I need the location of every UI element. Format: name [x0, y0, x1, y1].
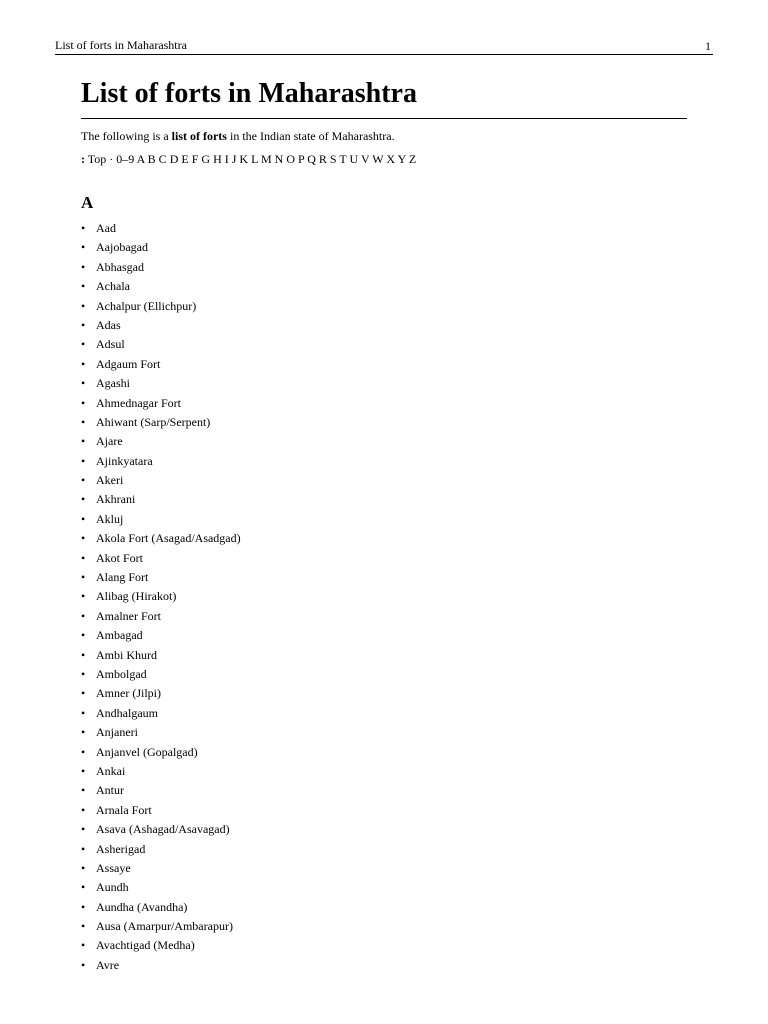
intro-text-before: The following is a — [81, 129, 172, 143]
nav-link-h[interactable]: H — [213, 152, 222, 166]
nav-link-c[interactable]: C — [158, 152, 167, 166]
nav-link-y[interactable]: Y — [397, 152, 406, 166]
list-item — [81, 763, 241, 782]
list-item — [81, 472, 241, 491]
fort-name-link[interactable]: Abhasgad — [96, 259, 144, 274]
bullet-icon: • — [81, 298, 86, 313]
bullet-icon: • — [81, 880, 86, 895]
list-item — [81, 220, 241, 239]
list-item — [81, 782, 241, 801]
fort-name-link[interactable]: Akola Fort (Asagad/Asadgad) — [96, 531, 241, 546]
fort-name-link[interactable]: Ahmednagar Fort — [96, 395, 181, 410]
fort-name-link[interactable]: Antur — [96, 783, 124, 798]
intro-paragraph — [81, 129, 395, 144]
alphabet-navigation — [81, 152, 416, 167]
page-title: List of forts in Maharashtra — [81, 76, 687, 119]
nav-link-g[interactable]: G — [201, 152, 211, 166]
fort-name-link[interactable]: Achala — [96, 279, 130, 294]
bullet-icon: • — [81, 259, 86, 274]
bullet-icon: • — [81, 240, 86, 255]
list-item — [81, 608, 241, 627]
list-item — [81, 298, 241, 317]
fort-name-link[interactable]: Ambagad — [96, 628, 143, 643]
fort-name-link[interactable]: Anjanvel (Gopalgad) — [96, 744, 198, 759]
nav-separator: · — [109, 152, 114, 166]
list-item — [81, 511, 241, 530]
list-item — [81, 937, 241, 956]
bullet-icon: • — [81, 570, 86, 585]
fort-name-link[interactable]: Amalner Fort — [96, 608, 161, 623]
fort-name-link[interactable]: Aajobagad — [96, 240, 148, 255]
bullet-icon: • — [81, 376, 86, 391]
bullet-icon: • — [81, 589, 86, 604]
nav-link-a[interactable]: A — [136, 152, 145, 166]
list-item — [81, 627, 241, 646]
nav-link-0-9[interactable]: 0–9 — [116, 152, 135, 166]
nav-link-e[interactable]: E — [181, 152, 189, 166]
nav-link-o[interactable]: O — [286, 152, 295, 166]
nav-link-b[interactable]: B — [147, 152, 156, 166]
bullet-icon: • — [81, 647, 86, 662]
nav-link-l[interactable]: L — [251, 152, 258, 166]
bullet-icon: • — [81, 802, 86, 817]
bullet-icon: • — [81, 957, 86, 972]
fort-name-link[interactable]: Ajinkyatara — [96, 453, 153, 468]
nav-link-m[interactable]: M — [260, 152, 272, 166]
list-item — [81, 957, 241, 976]
list-item — [81, 414, 241, 433]
fort-name-link[interactable]: Ahiwant (Sarp/Serpent) — [96, 414, 211, 429]
fort-name-link[interactable]: Ausa (Amarpur/Ambarapur) — [96, 919, 233, 934]
bullet-icon: • — [81, 744, 86, 759]
list-item — [81, 899, 241, 918]
fort-name-link[interactable]: Aundh — [96, 880, 129, 895]
bullet-icon: • — [81, 666, 86, 681]
fort-name-link[interactable]: Adas — [96, 317, 121, 332]
fort-name-link[interactable]: Achalpur (Ellichpur) — [96, 298, 197, 313]
bullet-icon: • — [81, 705, 86, 720]
fort-list — [81, 220, 241, 976]
fort-name-link[interactable]: Avre — [96, 957, 120, 972]
list-item — [81, 375, 241, 394]
bullet-icon: • — [81, 317, 86, 332]
intro-bold-link[interactable]: list of forts — [171, 129, 227, 143]
nav-link-x[interactable]: X — [386, 152, 396, 166]
nav-link-z[interactable]: Z — [408, 152, 417, 166]
list-item — [81, 802, 241, 821]
bullet-icon: • — [81, 899, 86, 914]
fort-name-link[interactable]: Ambi Khurd — [96, 647, 157, 662]
bullet-icon: • — [81, 608, 86, 623]
fort-name-link[interactable]: Alibag (Hirakot) — [96, 589, 177, 604]
nav-link-q[interactable]: Q — [307, 152, 316, 166]
nav-link-w[interactable]: W — [372, 152, 384, 166]
nav-link-n[interactable]: N — [274, 152, 284, 166]
nav-link-t[interactable]: T — [339, 152, 347, 166]
list-item — [81, 356, 241, 375]
bullet-icon: • — [81, 686, 86, 701]
nav-link-f[interactable]: F — [191, 152, 199, 166]
fort-name-link[interactable]: Anjaneri — [96, 725, 138, 740]
nav-link-top[interactable]: Top — [87, 152, 107, 166]
nav-link-v[interactable]: V — [360, 152, 370, 166]
fort-name-link[interactable]: Aundha (Avandha) — [96, 899, 188, 914]
bullet-icon: • — [81, 414, 86, 429]
list-item — [81, 647, 241, 666]
fort-name-link[interactable]: Adsul — [96, 337, 125, 352]
running-header — [55, 38, 713, 55]
list-item — [81, 666, 241, 685]
list-item — [81, 336, 241, 355]
bullet-icon: • — [81, 395, 86, 410]
bullet-icon: • — [81, 841, 86, 856]
nav-link-k[interactable]: K — [239, 152, 249, 166]
fort-name-link[interactable]: Ajare — [96, 434, 123, 449]
intro-text-after: in the Indian state of Maharashtra. — [226, 129, 395, 143]
nav-letter-links — [134, 152, 416, 166]
fort-name-link[interactable]: Alang Fort — [96, 570, 149, 585]
nav-link-s[interactable]: S — [329, 152, 337, 166]
bullet-icon: • — [81, 453, 86, 468]
nav-link-d[interactable]: D — [169, 152, 179, 166]
nav-link-r[interactable]: R — [318, 152, 327, 166]
list-item — [81, 491, 241, 510]
running-header-title: List of forts in Maharashtra — [55, 38, 187, 52]
list-item — [81, 841, 241, 860]
bullet-icon: • — [81, 279, 86, 294]
list-item — [81, 530, 241, 549]
bullet-icon: • — [81, 822, 86, 837]
bullet-icon: • — [81, 531, 86, 546]
list-item — [81, 550, 241, 569]
fort-name-link[interactable]: Aad — [96, 221, 116, 235]
list-item — [81, 433, 241, 452]
bullet-icon: • — [81, 337, 86, 352]
list-item — [81, 278, 241, 297]
fort-name-link[interactable]: Andhalgaum — [96, 705, 158, 720]
fort-name-link[interactable]: Asherigad — [96, 841, 146, 856]
bullet-icon: • — [81, 221, 86, 235]
list-item — [81, 239, 241, 258]
bullet-icon: • — [81, 550, 86, 565]
bullet-icon: • — [81, 919, 86, 934]
fort-name-link[interactable]: Akot Fort — [96, 550, 144, 565]
list-item — [81, 918, 241, 937]
fort-name-link[interactable]: Akluj — [96, 511, 124, 526]
nav-link-u[interactable]: U — [349, 152, 359, 166]
nav-link-j[interactable]: J — [231, 152, 237, 166]
bullet-icon: • — [81, 473, 86, 488]
list-item — [81, 317, 241, 336]
fort-name-link[interactable]: Arnala Fort — [96, 802, 152, 817]
fort-name-link[interactable]: Akeri — [96, 473, 124, 488]
bullet-icon: • — [81, 860, 86, 875]
fort-name-link[interactable]: Ankai — [96, 763, 126, 778]
nav-prefix: : — [81, 152, 85, 166]
list-item — [81, 724, 241, 743]
list-item — [81, 705, 241, 724]
list-item — [81, 259, 241, 278]
section-heading-a: A — [81, 193, 94, 212]
bullet-icon: • — [81, 628, 86, 643]
bullet-icon: • — [81, 511, 86, 526]
fort-name-link[interactable]: Asava (Ashagad/Asavagad) — [96, 822, 230, 837]
nav-link-i[interactable]: I — [224, 152, 229, 166]
list-item — [81, 395, 241, 414]
fort-name-link[interactable]: Agashi — [96, 376, 130, 391]
page-number: 1 — [705, 39, 711, 53]
bullet-icon: • — [81, 938, 86, 953]
list-item — [81, 879, 241, 898]
bullet-icon: • — [81, 783, 86, 798]
nav-link-p[interactable]: P — [297, 152, 305, 166]
list-item — [81, 860, 241, 879]
fort-name-link[interactable]: Akhrani — [96, 492, 136, 507]
bullet-icon: • — [81, 492, 86, 507]
bullet-icon: • — [81, 356, 86, 371]
fort-name-link[interactable]: Avachtigad (Medha) — [96, 938, 195, 953]
list-item — [81, 744, 241, 763]
list-item — [81, 685, 241, 704]
list-item — [81, 588, 241, 607]
fort-name-link[interactable]: Amner (Jilpi) — [96, 686, 161, 701]
fort-name-link[interactable]: Ambolgad — [96, 666, 147, 681]
bullet-icon: • — [81, 434, 86, 449]
bullet-icon: • — [81, 763, 86, 778]
fort-name-link[interactable]: Adgaum Fort — [96, 356, 161, 371]
bullet-icon: • — [81, 725, 86, 740]
list-item — [81, 821, 241, 840]
list-item — [81, 569, 241, 588]
list-item — [81, 453, 241, 472]
fort-name-link[interactable]: Assaye — [96, 860, 131, 875]
